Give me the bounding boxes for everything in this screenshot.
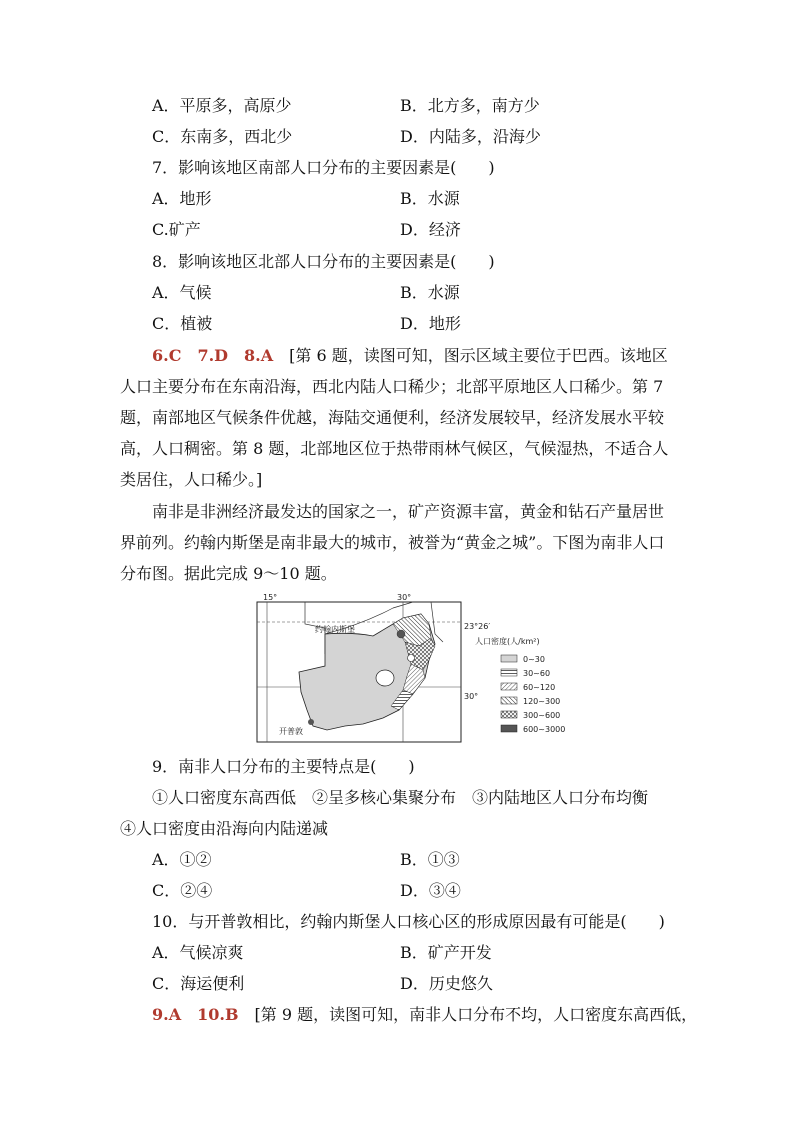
- legend: [501, 655, 565, 734]
- q7-option-c: C.矿产: [152, 220, 201, 239]
- answer-6-8-label: 6.C 7.D 8.A: [152, 346, 274, 365]
- q9-option-b: B．①③: [400, 850, 460, 869]
- south-africa-population-map: [253, 594, 573, 744]
- q6-option-a: A．平原多，高原少: [152, 96, 292, 115]
- q9-option-d: D．③④: [400, 881, 461, 900]
- q9-statements-line2: ④人口密度由沿海向内陆递减: [120, 819, 329, 838]
- answer-6-8: [120, 340, 676, 495]
- q8-option-b: B．水源: [400, 283, 460, 302]
- label-lon-30: 30°: [397, 594, 412, 602]
- label-lat-30: 30°: [464, 692, 479, 701]
- q10-stem: 10．与开普敦相比，约翰内斯堡人口核心区的形成原因最有可能是( ): [152, 912, 665, 931]
- answer-9-10: [152, 1005, 697, 1025]
- legend-item-4: 300~600: [523, 711, 561, 720]
- label-capetown: 开普敦: [279, 727, 303, 736]
- q7-option-a: A．地形: [152, 189, 212, 208]
- q6-option-d: D．内陆多，沿海少: [400, 127, 541, 146]
- q9-option-a: A．①②: [152, 850, 212, 869]
- q7-option-d: D．经济: [400, 220, 461, 239]
- q7-stem: 7．影响该地区南部人口分布的主要因素是( ): [152, 158, 495, 177]
- q9-statements-line1: ①人口密度东高西低 ②呈多核心集聚分布 ③内陆地区人口分布均衡: [152, 788, 649, 807]
- q9-stem: 9．南非人口分布的主要特点是( ): [152, 757, 415, 776]
- legend-item-0: 0~30: [523, 655, 545, 664]
- legend-item-5: 600~3000: [523, 725, 566, 734]
- answer-6-8-text: [第 6 题，读图可知，图示区域主要位于巴西。该地区人口主要分布在东南沿海，西北内陆人口稀少；北部平原地区人口稀少。第 7 题，南部地区气候条件优越，海陆交通便利，经济发展较早，经济发展水平较高，人口稠密。第 8 题，北部地区位于热带雨林气候区，气候湿热，不适合人类居住，人口稀少。]: [120, 346, 669, 489]
- q8-option-d: D．地形: [400, 314, 461, 333]
- q10-option-b: B．矿产开发: [400, 943, 492, 962]
- population-map-figure: [253, 594, 573, 744]
- label-lon-15: 15°: [263, 594, 278, 602]
- legend-item-3: 120~300: [523, 697, 561, 706]
- q6-option-c: C．东南多，西北少: [152, 127, 293, 146]
- label-johannesburg: 约翰内斯堡: [315, 625, 355, 634]
- q6-option-b: B．北方多，南方少: [400, 96, 540, 115]
- label-lat-23: 23°26′: [464, 622, 491, 631]
- legend-item-1: 30~60: [523, 669, 551, 678]
- q10-option-c: C．海运便利: [152, 974, 245, 993]
- q10-option-a: A．气候凉爽: [152, 943, 244, 962]
- legend-item-2: 60~120: [523, 683, 556, 692]
- q10-option-d: D．历史悠久: [400, 974, 493, 993]
- answer-9-10-text: [第 9 题，读图可知，南非人口分布不均，人口密度东高西低，: [238, 1005, 698, 1024]
- q8-option-a: A．气候: [152, 283, 212, 302]
- q7-option-b: B．水源: [400, 189, 460, 208]
- intro-paragraph: 南非是非洲经济最发达的国家之一，矿产资源丰富，黄金和钻石产量居世界前列。约翰内斯堡是南非最大的城市，被誉为“黄金之城”。下图为南非人口分布图。据此完成 9～10 题。: [120, 502, 665, 583]
- q8-option-c: C．植被: [152, 314, 213, 333]
- legend-title: 人口密度(人/km²): [475, 637, 540, 646]
- answer-9-10-label: 9.A 10.B: [152, 1005, 239, 1024]
- q8-stem: 8．影响该地区北部人口分布的主要因素是( ): [152, 252, 495, 271]
- q9-option-c: C．②④: [152, 881, 213, 900]
